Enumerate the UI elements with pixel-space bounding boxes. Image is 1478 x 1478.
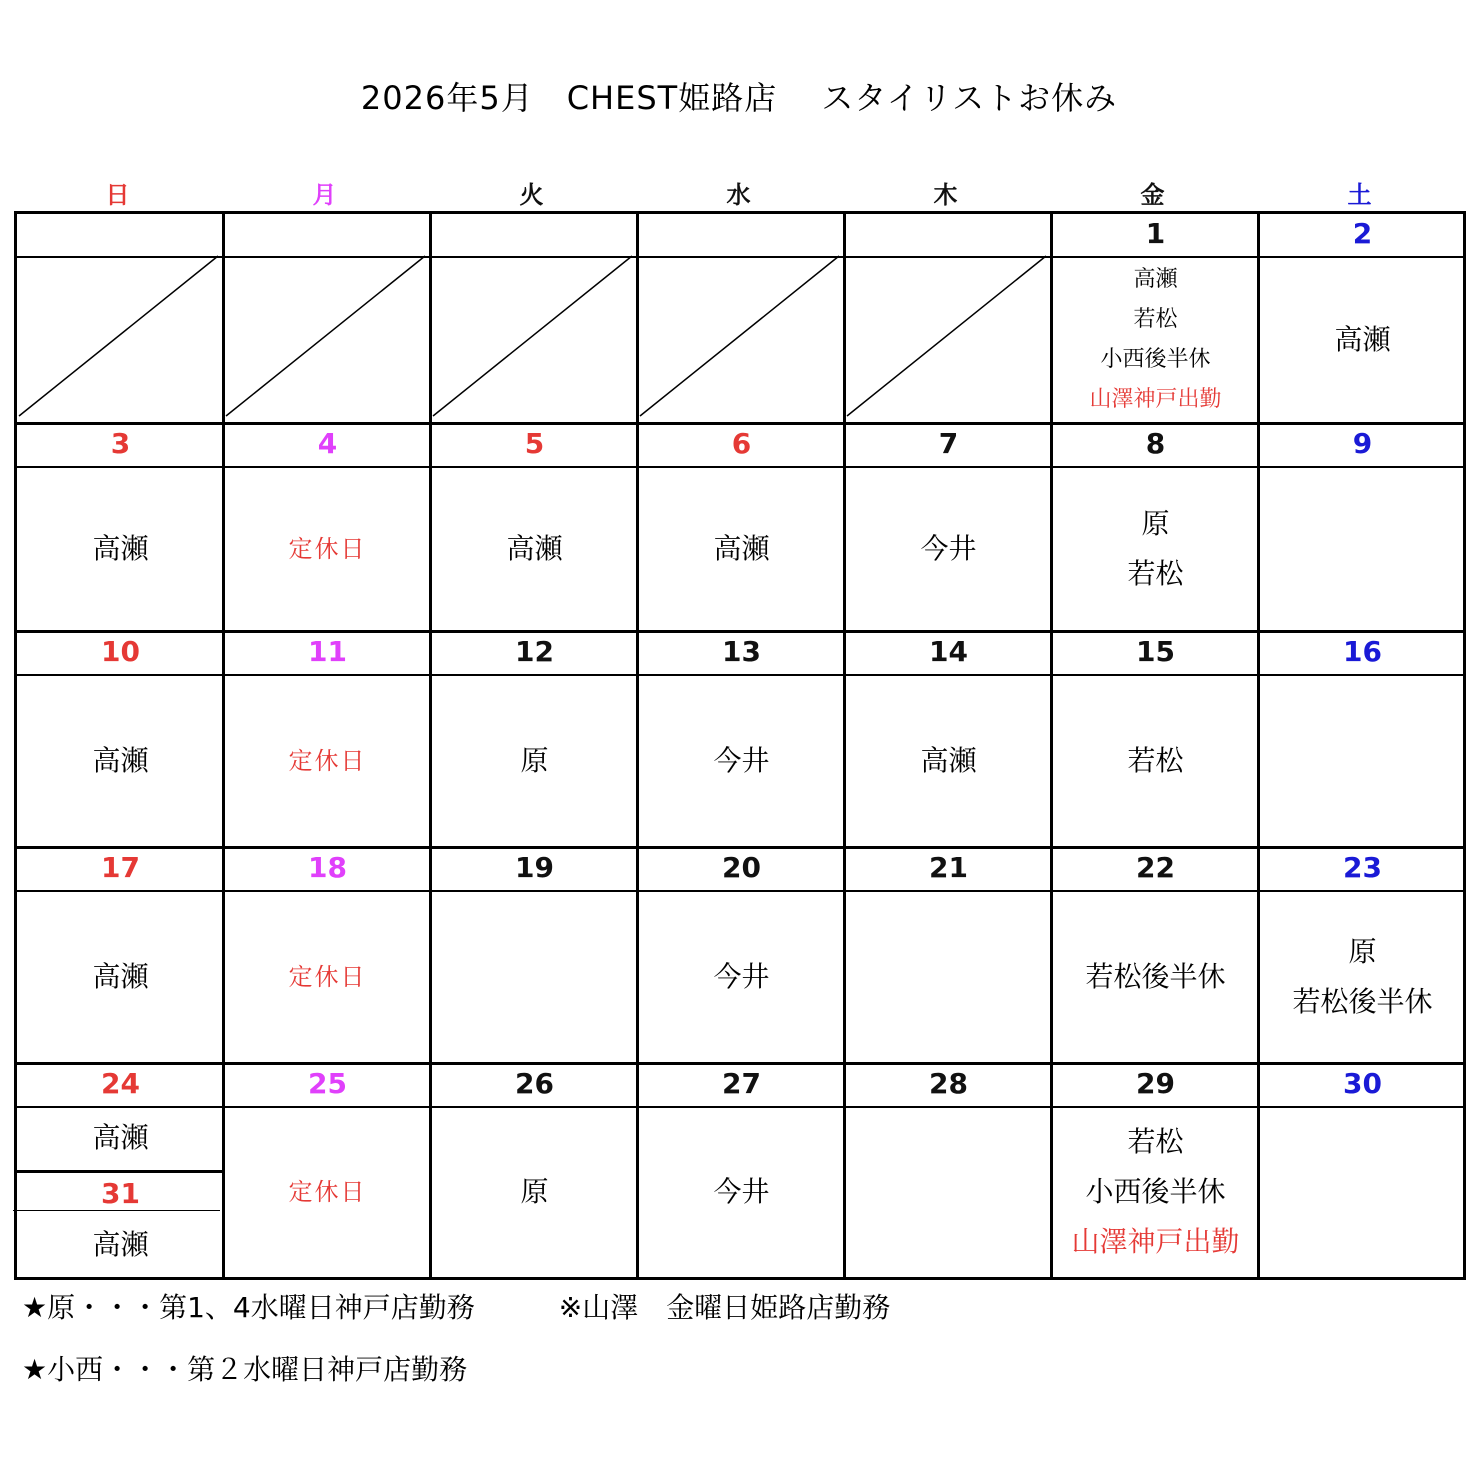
- schedule-entry: 高瀬: [1133, 267, 1178, 292]
- schedule-entry: 高瀬: [1334, 323, 1391, 356]
- weekday-label: 金: [1140, 181, 1165, 209]
- column-divider: [222, 214, 225, 1277]
- schedule-entry: 今井: [920, 532, 977, 565]
- day-cell: [1259, 1064, 1466, 1277]
- week-divider: [17, 846, 1463, 849]
- day-number: 23: [1343, 851, 1382, 884]
- schedule-entry: 高瀬: [92, 960, 149, 993]
- schedule-entry: 原: [1141, 507, 1170, 540]
- weekday-label: 月: [312, 181, 337, 209]
- day-cell: [431, 848, 638, 1064]
- day-cell: [1052, 632, 1259, 848]
- day-cell: [1259, 632, 1466, 848]
- schedule-entry: 高瀬: [92, 1228, 149, 1261]
- day-number: 11: [308, 635, 347, 668]
- schedule-entry: 若松: [1127, 744, 1184, 777]
- day-cell: [638, 848, 845, 1064]
- day-number: 27: [722, 1067, 761, 1100]
- empty-day-cell: [224, 214, 431, 424]
- column-divider: [429, 214, 432, 1277]
- weekday-label: 土: [1347, 181, 1372, 209]
- day-cell: [845, 424, 1052, 632]
- schedule-entry: 定休日: [288, 747, 367, 775]
- column-divider: [636, 214, 639, 1277]
- day-cell: [431, 632, 638, 848]
- schedule-entry: 今井: [713, 1174, 770, 1208]
- week-divider: [17, 422, 1463, 425]
- number-strip-divider: [17, 890, 1463, 892]
- day-number: 14: [929, 635, 968, 668]
- day-number: 31: [101, 1177, 140, 1210]
- day-number: 16: [1343, 635, 1382, 668]
- day-cell: [431, 424, 638, 632]
- diagonal-slash-line: [226, 256, 425, 416]
- schedule-entry: 高瀬: [920, 744, 977, 777]
- schedule-entry: 若松: [1127, 1124, 1184, 1158]
- schedule-entry: 若松: [1127, 557, 1184, 590]
- number-strip-divider: [17, 466, 1463, 468]
- day-number: 2: [1352, 217, 1373, 250]
- diagonal-slash-line: [847, 256, 1046, 416]
- schedule-entry: 山澤神戸出勤: [1071, 1224, 1240, 1258]
- column-divider: [1050, 214, 1053, 1277]
- day-cell: [1052, 424, 1259, 632]
- day-cell: [17, 848, 224, 1064]
- day-number: 17: [101, 851, 140, 884]
- column-divider: [843, 214, 846, 1277]
- schedule-entry: 定休日: [288, 535, 367, 563]
- day-cell: [1052, 214, 1259, 424]
- day-number: 29: [1136, 1067, 1175, 1100]
- schedule-entry: 高瀬: [713, 532, 770, 565]
- day-number: 20: [722, 851, 761, 884]
- day-cell: [224, 424, 431, 632]
- schedule-entry: 若松後半休: [1292, 985, 1433, 1018]
- diagonal-slash-mark: [845, 214, 1052, 424]
- schedule-entry: 山澤神戸出勤: [1089, 387, 1222, 412]
- schedule-entry: 定休日: [288, 963, 367, 991]
- day-number: 3: [110, 427, 131, 460]
- day-cell: [224, 848, 431, 1064]
- column-divider: [1257, 214, 1260, 1277]
- schedule-entry: 原: [520, 744, 549, 777]
- diagonal-slash-mark: [638, 214, 845, 424]
- day-number: 26: [515, 1067, 554, 1100]
- day-number: 25: [308, 1067, 347, 1100]
- day-cell: [845, 848, 1052, 1064]
- day-cell: [1259, 424, 1466, 632]
- note-konishi: ★小西・・・第２水曜日神戸店勤務: [22, 1353, 468, 1386]
- day-cell: [224, 632, 431, 848]
- note-hara: ★原・・・第1、4水曜日神戸店勤務 ※山澤 金曜日姫路店勤務: [22, 1291, 891, 1324]
- schedule-entry: 高瀬: [92, 532, 149, 565]
- weekday-label: 木: [933, 181, 958, 209]
- week-divider: [17, 630, 1463, 633]
- day-cell: [224, 1064, 431, 1277]
- cell-divider: [13, 1210, 220, 1211]
- schedule-entry: 小西後半休: [1085, 1174, 1226, 1208]
- schedule-entry: 高瀬: [92, 1121, 149, 1154]
- day-number: 10: [101, 635, 140, 668]
- day-cell: [638, 1064, 845, 1277]
- day-cell: [1052, 1064, 1259, 1277]
- day-number: 15: [1136, 635, 1175, 668]
- weekday-label: 水: [726, 181, 751, 209]
- day-cell: [431, 1064, 638, 1277]
- schedule-entry: 今井: [713, 744, 770, 777]
- day-number: 1: [1145, 217, 1166, 250]
- calendar-grid: [14, 211, 1466, 1280]
- day-cell: [638, 632, 845, 848]
- day-number: 8: [1145, 427, 1166, 460]
- diagonal-slash-mark: [224, 214, 431, 424]
- day-cell: [638, 424, 845, 632]
- schedule-entry: 高瀬: [506, 532, 563, 565]
- empty-day-cell: [431, 214, 638, 424]
- week-divider: [17, 1062, 1463, 1065]
- diagonal-slash-mark: [431, 214, 638, 424]
- diagonal-slash-line: [433, 256, 632, 416]
- day-number: 30: [1343, 1067, 1382, 1100]
- day-cell: [845, 1064, 1052, 1277]
- diagonal-slash-line: [19, 256, 218, 416]
- day-number: 5: [524, 427, 545, 460]
- number-strip-divider: [17, 674, 1463, 676]
- day-number: 6: [731, 427, 752, 460]
- schedule-entry: 定休日: [288, 1177, 367, 1206]
- day-number: 4: [317, 427, 338, 460]
- cell-divider: [17, 1170, 224, 1173]
- day-number: 7: [938, 427, 959, 460]
- schedule-entry: 今井: [713, 960, 770, 993]
- day-cell: [17, 424, 224, 632]
- schedule-entry: 原: [1348, 935, 1377, 968]
- day-number: 9: [1352, 427, 1373, 460]
- schedule-entry: 若松: [1133, 307, 1178, 332]
- day-number: 24: [101, 1067, 140, 1100]
- day-cell: [17, 1064, 224, 1277]
- day-number: 18: [308, 851, 347, 884]
- empty-day-cell: [638, 214, 845, 424]
- day-number: 28: [929, 1067, 968, 1100]
- day-number: 13: [722, 635, 761, 668]
- diagonal-slash-mark: [17, 214, 224, 424]
- day-cell: [17, 632, 224, 848]
- day-number: 19: [515, 851, 554, 884]
- day-cell: [1052, 848, 1259, 1064]
- schedule-entry: 小西後半休: [1100, 347, 1211, 372]
- day-number: 12: [515, 635, 554, 668]
- weekday-label: 火: [519, 181, 544, 209]
- empty-day-cell: [845, 214, 1052, 424]
- day-number: 22: [1136, 851, 1175, 884]
- schedule-entry: 若松後半休: [1085, 960, 1226, 993]
- empty-day-cell: [17, 214, 224, 424]
- schedule-entry: 原: [520, 1174, 549, 1208]
- day-cell: [1259, 214, 1466, 424]
- diagonal-slash-line: [640, 256, 839, 416]
- day-cell: [1259, 848, 1466, 1064]
- number-strip-divider: [17, 1106, 1463, 1108]
- page-title: 2026年5月 CHEST姫路店 スタイリストお休み: [360, 79, 1118, 117]
- day-number: 21: [929, 851, 968, 884]
- number-strip-divider: [17, 256, 1463, 258]
- day-cell: [845, 632, 1052, 848]
- schedule-entry: 高瀬: [92, 744, 149, 777]
- weekday-label: 日: [105, 181, 130, 209]
